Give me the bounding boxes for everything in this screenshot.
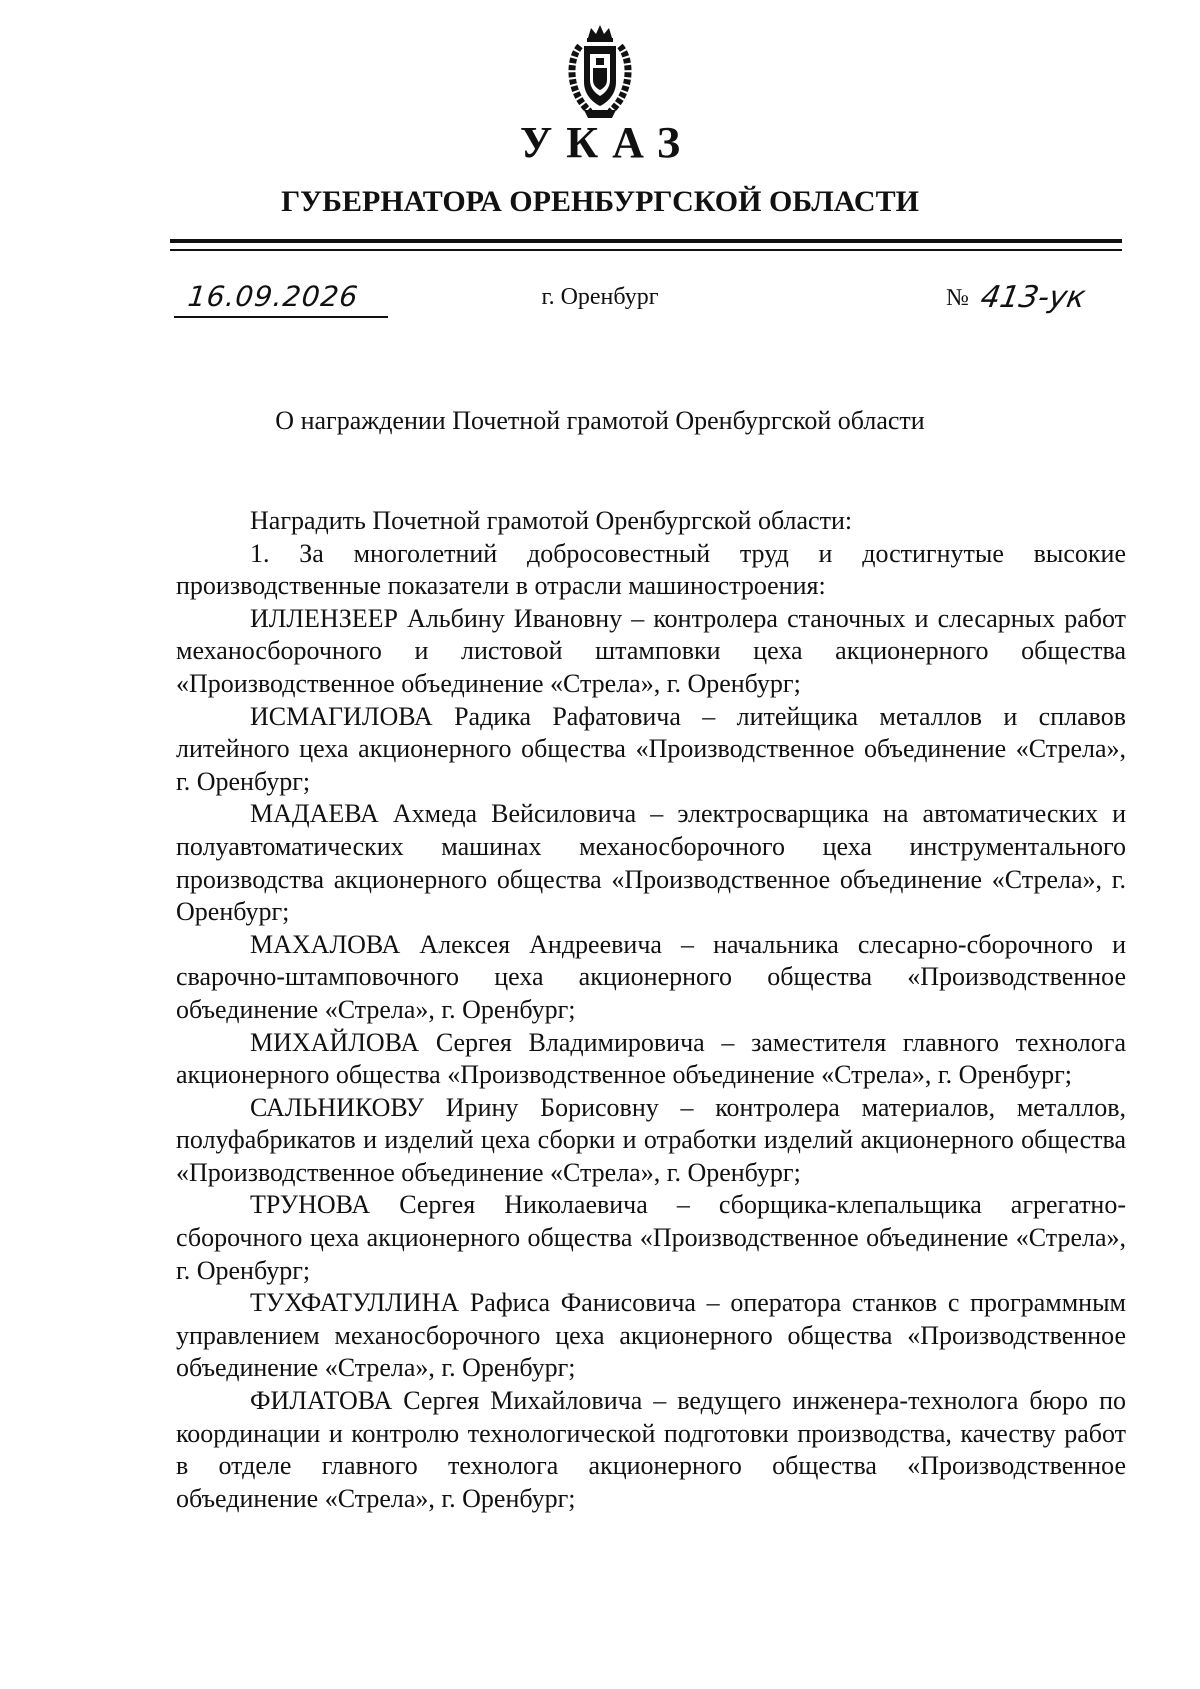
header-rule-thin <box>170 249 1122 251</box>
issuer-title: ГУБЕРНАТОРА ОРЕНБУРГСКОЙ ОБЛАСТИ <box>281 185 919 218</box>
document-body <box>176 505 1126 1515</box>
date-handwritten: 16.09.2026 <box>186 280 361 313</box>
header-rule-thick <box>170 239 1122 243</box>
body-paragraph: МАХАЛОВА Алексея Андреевича – начальника слесарно-сборочного и сварочно-штамповочного цеха акционерного общества «Производственное объединение «Стрела», г. Оренбург; <box>176 929 1126 1024</box>
coat-of-arms-icon <box>560 22 640 122</box>
body-paragraph: ФИЛАТОВА Сергея Михайловича – ведущего инженера-технолога бюро по координации и контролю технологической подготовки производства, качеству работ в отделе главного технолога акционерного общества «Производственное объединение «Стрела», г. Оренбург; <box>176 1386 1126 1513</box>
document-number <box>946 280 1089 324</box>
number-sign: № <box>946 285 969 311</box>
document-subject: О награждении Почетной грамотой Оренбургской области <box>275 406 925 435</box>
number-handwritten: 413-ук <box>977 280 1089 315</box>
body-paragraph: ТРУНОВА Сергея Николаевича – сборщика-клепальщика агрегатно-сборочного цеха акционерного общества «Производственное объединение «Стрела», г. Оренбург; <box>176 1190 1126 1285</box>
document-city: г. Оренбург <box>541 284 659 310</box>
body-paragraph: ИЛЛЕНЗЕЕР Альбину Ивановну – контролера станочных и слесарных работ механосборочного и листовой штамповки цеха акционерного общества «Производственное объединение «Стрела», г. Оренбург; <box>176 603 1126 698</box>
body-paragraph: ТУХФАТУЛЛИНА Рафиса Фанисовича – оператора станков с программным управлением механосборочного цеха акционерного общества «Производственное объединение «Стрела», г. Оренбург; <box>176 1288 1126 1383</box>
body-paragraph: ИСМАГИЛОВА Радика Рафатовича – литейщика металлов и сплавов литейного цеха акционерного общества «Производственное объединение «Стрела», г. Оренбург; <box>176 701 1126 796</box>
body-paragraph: МАДАЕВА Ахмеда Вейсиловича – электросварщика на автоматических и полуавтоматических машинах механосборочного цеха инструментального производства акционерного общества «Производственное объединение «Стрела», г. Оренбург; <box>176 799 1126 927</box>
body-intro: Наградить Почетной грамотой Оренбургской области: <box>250 506 853 535</box>
body-paragraph: 1. За многолетний добросовестный труд и достигнутые высокие производственные показатели в отрасли машиностроения: <box>176 538 1126 601</box>
body-paragraph: МИХАЙЛОВА Сергея Владимировича – заместителя главного технолога акционерного общества «Производственное объединение «Стрела», г. Оренбург; <box>176 1027 1126 1090</box>
body-paragraph: САЛЬНИКОВУ Ирину Борисовну – контролера материалов, металлов, полуфабрикатов и изделий цеха сборки и отработки изделий акционерного общества «Производственное объединение «Стрела», г. Оренбург; <box>176 1092 1126 1187</box>
document-type-title: УКАЗ <box>519 118 695 167</box>
